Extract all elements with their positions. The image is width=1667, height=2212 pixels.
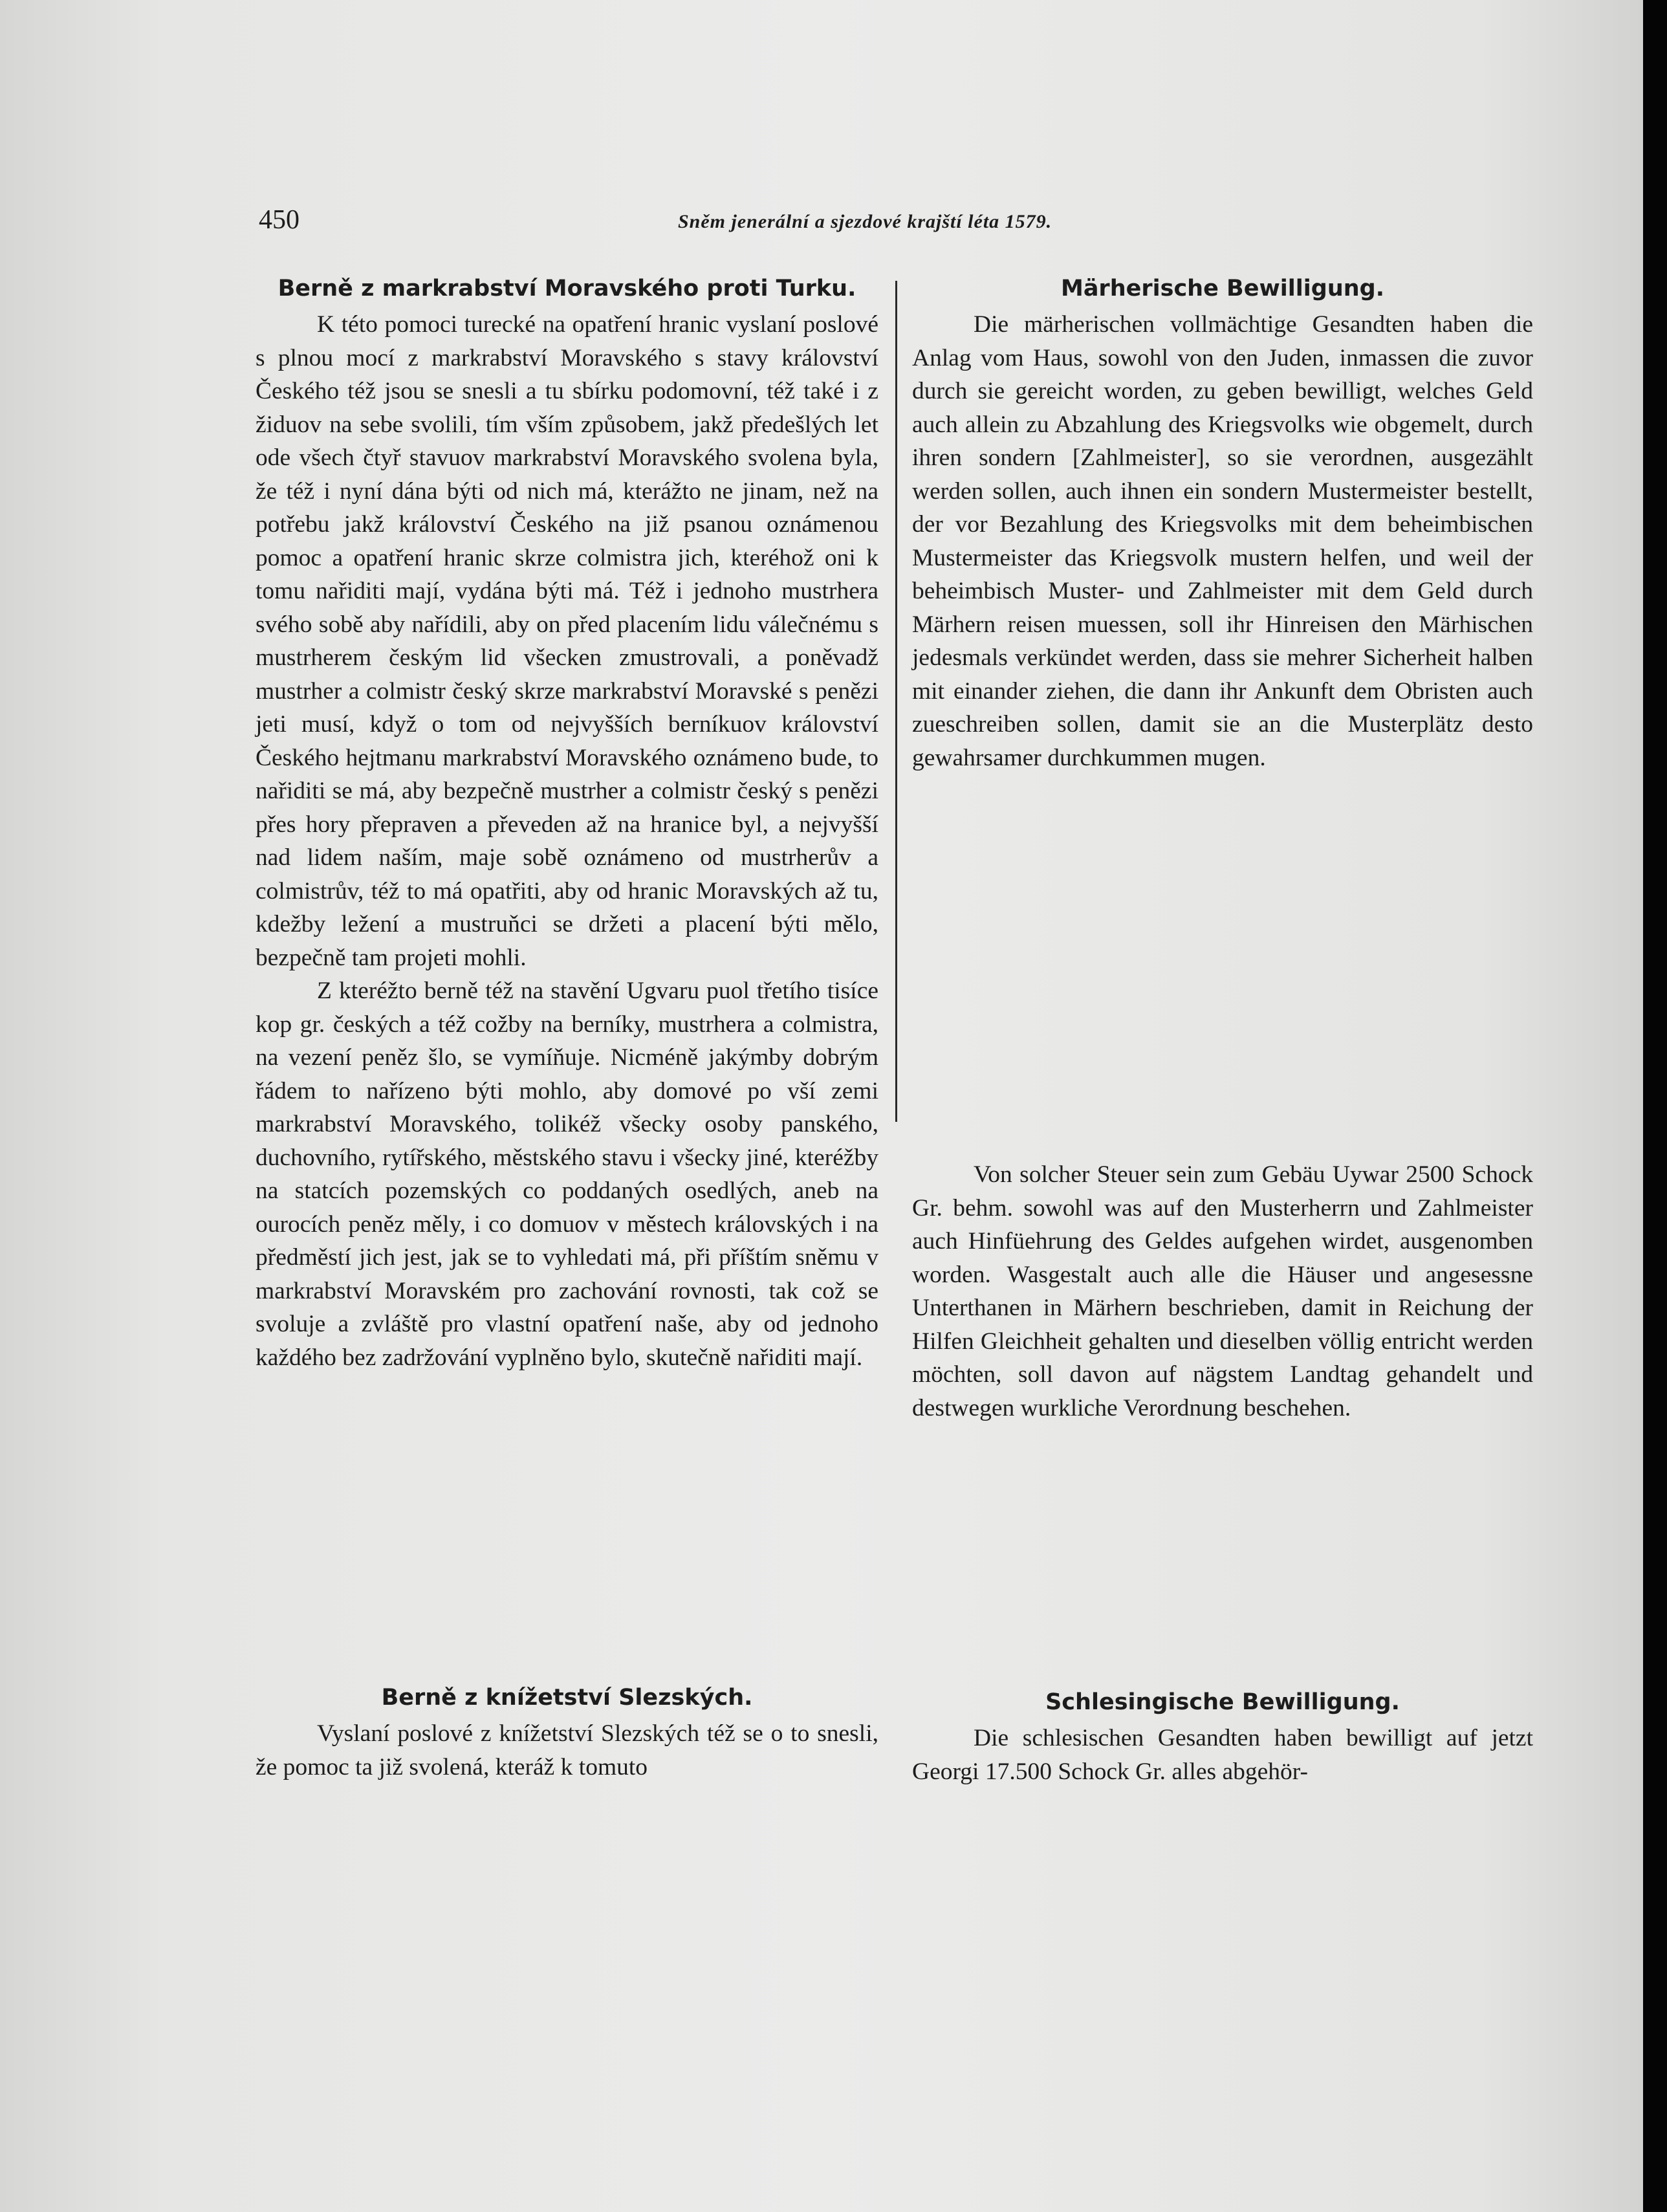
running-title: Sněm jenerální a sjezdové krajští léta 1579. <box>678 211 1052 232</box>
paragraph-moravia-czech-1: K této pomoci turecké na opatření hranic vyslaní poslové s plnou mocí z markrabství Moravského s stavy království Českého též jsou se snesli a tu sbírku podomovní, též také i z židuov na sebe svolili, tím vším způsobem, jakž předešlých let ode všech čtyř stavuov markrabství Moravského svolena byla, že též i nyní dána býti od nich má, kterážto ne jinam, než na potřebu jakž království Českého na již psanou oznámenou pomoc a opatření hranic skrze colmistra jich, kteréhož oni k tomu nařiditi mají, vydána býti má. Též i jednoho mustrhera svého sobě aby nařídili, aby on před placením lidu válečnému s mustrherem českým lid všecken zmustrovali, a poněvadž mustrher a colmistr český skrze markrabství Moravské s penězi jeti musí, když o tom od nejvyšších berníkuov království Českého hejtmanu markrabství Moravského oznámeno bude, to nařiditi se má, aby bezpečně mustrher a colmistr český s penězi přes hory přepraven a převeden až na hranice byl, a nejvyšší nad lidem naším, maje sobě oznámeno od mustrherův a colmistrův, též to má opatřiti, aby od hranic Moravských až tu, kdežby ležení a mustruňci se držeti a placení býti mělo, bezpečně tam projeti mohli. <box>256 311 878 971</box>
page-number: 450 <box>259 205 300 235</box>
paragraph-moravia-german-1: Die märherischen vollmächtige Gesandten haben die Anlag vom Haus, sowohl von den Juden, inmassen die zuvor durch sie gereicht worden, zu geben bewilligt, welches Geld auch allein zu Abzahlung des Kriegsvolks wie obgemelt, durch ihren sondern [Zahlmeister], so sie verordnen, ausgezählt werden sollen, auch ihnen ein sondern Mustermeister bestellt, der vor Bezahlung des Kriegsvolks mit dem beheimbischen Mustermeister das Kriegsvolk mustern helfen, und weil der beheimbisch Muster- und Zahlmeister mit dem Geld durch Märhern reisen muessen, soll ihr Hinreisen den Märhischen jedesmals verkündet werden, dass sie mehrer Sicherheit halben mit einander ziehen, die dann ihr Ankunft dem Obristen auch zueschreiben sollen, damit sie an die Musterplätz desto gewahrsamer durchkummen mugen. <box>912 311 1533 771</box>
page-header <box>259 204 1527 243</box>
section-heading-silesia-german: Schlesingische Bewilligung. <box>1045 1689 1400 1715</box>
column-divider <box>895 281 897 1122</box>
paragraph-silesia-czech: Vyslaní poslové z knížetství Slezských též se o to snesli, že pomoc ta již svolená, kteráž k tomuto <box>256 1720 878 1780</box>
paragraph-silesia-german: Die schlesischen Gesandten haben bewilligt auf jetzt Georgi 17.500 Schock Gr. alles abgehör- <box>912 1725 1533 1785</box>
section-heading-moravia-czech: Berně z markrabství Moravského proti Turku. <box>278 276 856 301</box>
paragraph-moravia-czech-2: Z kteréžto berně též na stavění Ugvaru puol třetího tisíce kop gr. českých a též cožby na berníky, mustrhera a colmistra, na vezení peněz šlo, se vymíňuje. Nicméně jakýmby dobrým řádem to nařízeno býti mohlo, aby domové po vší zemi markrabství Moravského, tolikéž všecky osoby panského, duchovního, rytířského, městského stavu i všecky jiné, kteréžby na statcích pozemských co poddaných osedlých, aneb na ourocích peněz měly, i co domuov v městech královských i na předměstí jich jest, jak se to vyhledati má, při příštím sněmu v markrabství Moravském pro zachování rovnosti, tak což se svoluje a zvláště pro vlastní opatření naše, aby od jednoho každého bez zadržování vyplněno bylo, skutečně nařiditi mají. <box>256 978 878 1371</box>
section-heading-moravia-german: Märherische Bewilligung. <box>1060 276 1384 301</box>
paragraph-moravia-german-2: Von solcher Steuer sein zum Gebäu Uywar 2500 Schock Gr. behm. sowohl was auf den Musterherrn und Zahlmeister auch Hinfüehrung des Geldes aufgehen wirdet, ausgenomben worden. Wasgestalt auch alle die Häuser und angesessne Unterthanen in Märhern beschrieben, damit in Reichung der Hilfen Gleichheit gehalten und dieselben völlig entricht werden möchten, soll davon auf nägstem Landtag gehandelt und destwegen wurkliche Verordnung beschehen. <box>912 1161 1533 1421</box>
scan-border <box>1643 0 1667 2212</box>
section-heading-silesia-czech: Berně z knížetství Slezských. <box>381 1685 753 1711</box>
